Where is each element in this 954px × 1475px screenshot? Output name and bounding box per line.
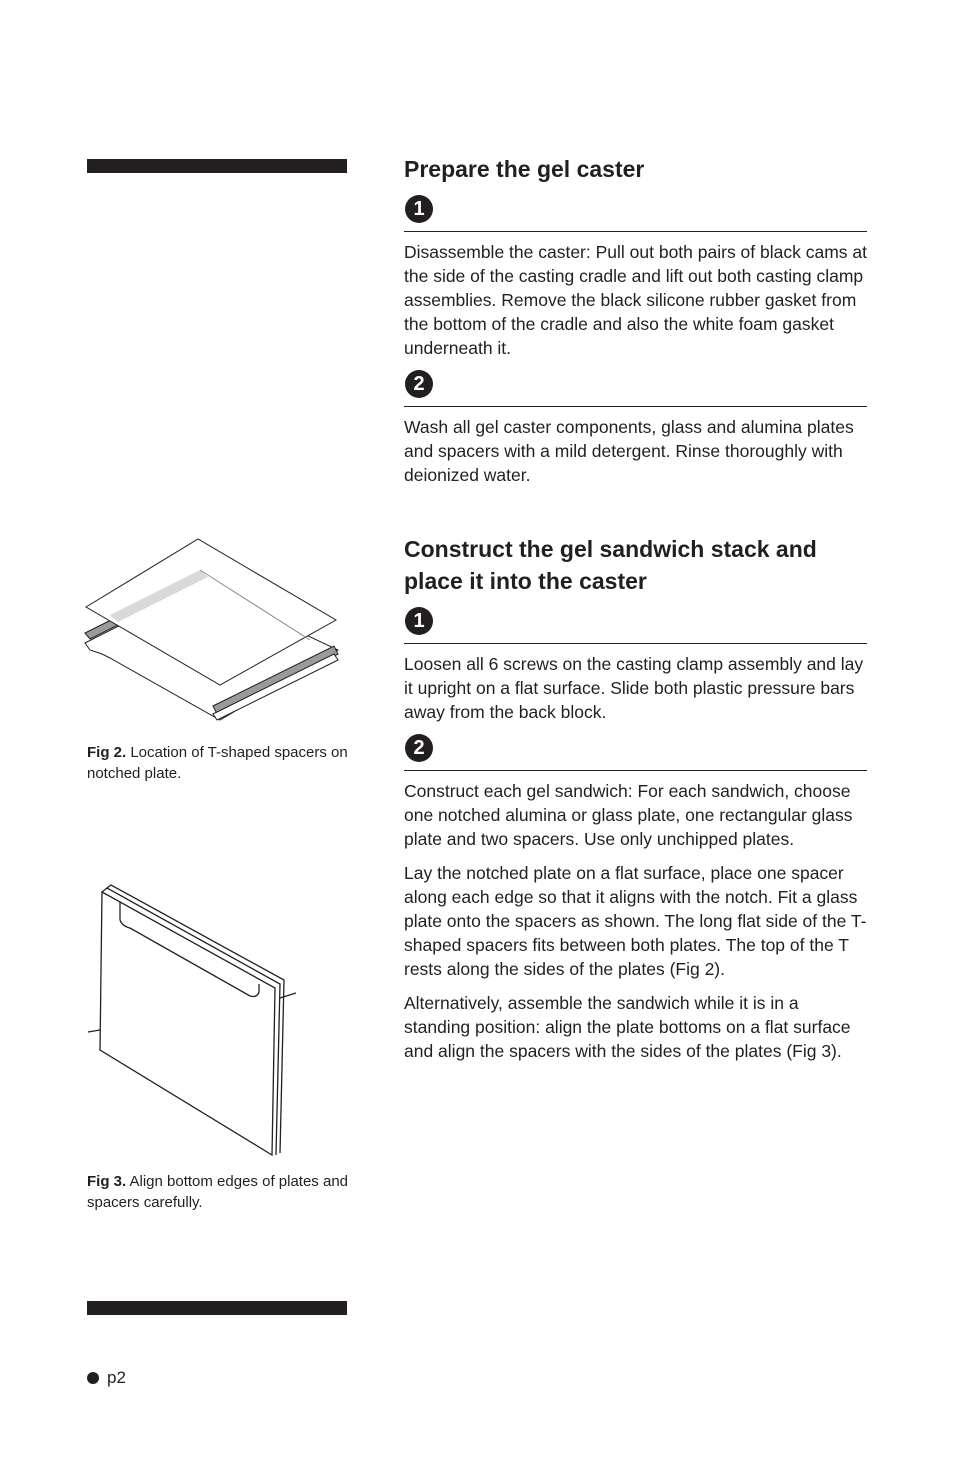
- step-text: Disassemble the caster: Pull out both pairs of black cams at the side of the casting cradle and lift out both casting clamp assemblies. Remove the black silicone rubber gasket from the bottom of the cradle and also the white foam gasket underneath it.: [404, 242, 867, 358]
- fig2-illustration: [80, 530, 350, 735]
- step-number-2: [404, 366, 867, 407]
- section-prepare-caster: [404, 153, 867, 487]
- step-bullet: 2: [405, 370, 433, 398]
- page-number: p2: [107, 1368, 126, 1387]
- step-bullet: 2: [405, 734, 433, 762]
- step-text: Lay the notched plate on a flat surface, place one spacer along each edge so that it aligns with the notch. Fit a glass plate onto the spacers as shown. The long flat side of the T-shaped spacers fits between both plates. The top of the T rests along the sides of the plates (Fig 2).: [404, 863, 867, 979]
- step-bullet: 1: [405, 195, 433, 223]
- step-number-1: [404, 603, 867, 644]
- bullet-icon: [87, 1372, 99, 1384]
- step-text: Construct each gel sandwich: For each sandwich, choose one notched alumina or glass plate, one rectangular glass plate and two spacers. Use only unchipped plates.: [404, 781, 853, 849]
- step-text: Wash all gel caster components, glass and alumina plates and spacers with a mild detergent. Rinse thoroughly with deionized water.: [404, 417, 854, 485]
- step-bullet: 1: [405, 607, 433, 635]
- bottom-rule: [87, 1301, 347, 1315]
- step-number-2: [404, 730, 867, 771]
- step-number-1: [404, 191, 867, 232]
- page-footer: [87, 1367, 126, 1389]
- fig2-caption-text: Location of T-shaped spacers on notched plate.: [87, 744, 348, 782]
- fig2-caption: [87, 742, 357, 784]
- fig2-label: Fig 2.: [87, 744, 127, 761]
- step-text: Alternatively, assemble the sandwich while it is in a standing position: align the plate bottoms on a flat surface and align the spacers with the sides of the plates (Fig 3).: [404, 993, 851, 1061]
- section-title: Prepare the gel caster: [404, 156, 645, 182]
- top-rule: [87, 159, 347, 173]
- fig3-label: Fig 3.: [87, 1173, 127, 1190]
- section-construct-sandwich: [404, 533, 867, 1063]
- fig3-illustration: [80, 880, 310, 1160]
- step-text: Loosen all 6 screws on the casting clamp assembly and lay it upright on a flat surface. Slide both plastic pressure bars away from the back block.: [404, 654, 864, 722]
- fig3-caption: [87, 1171, 357, 1213]
- fig3-caption-text: Align bottom edges of plates and spacers carefully.: [87, 1173, 348, 1211]
- section-title: Construct the gel sandwich stack and place it into the caster: [404, 536, 817, 594]
